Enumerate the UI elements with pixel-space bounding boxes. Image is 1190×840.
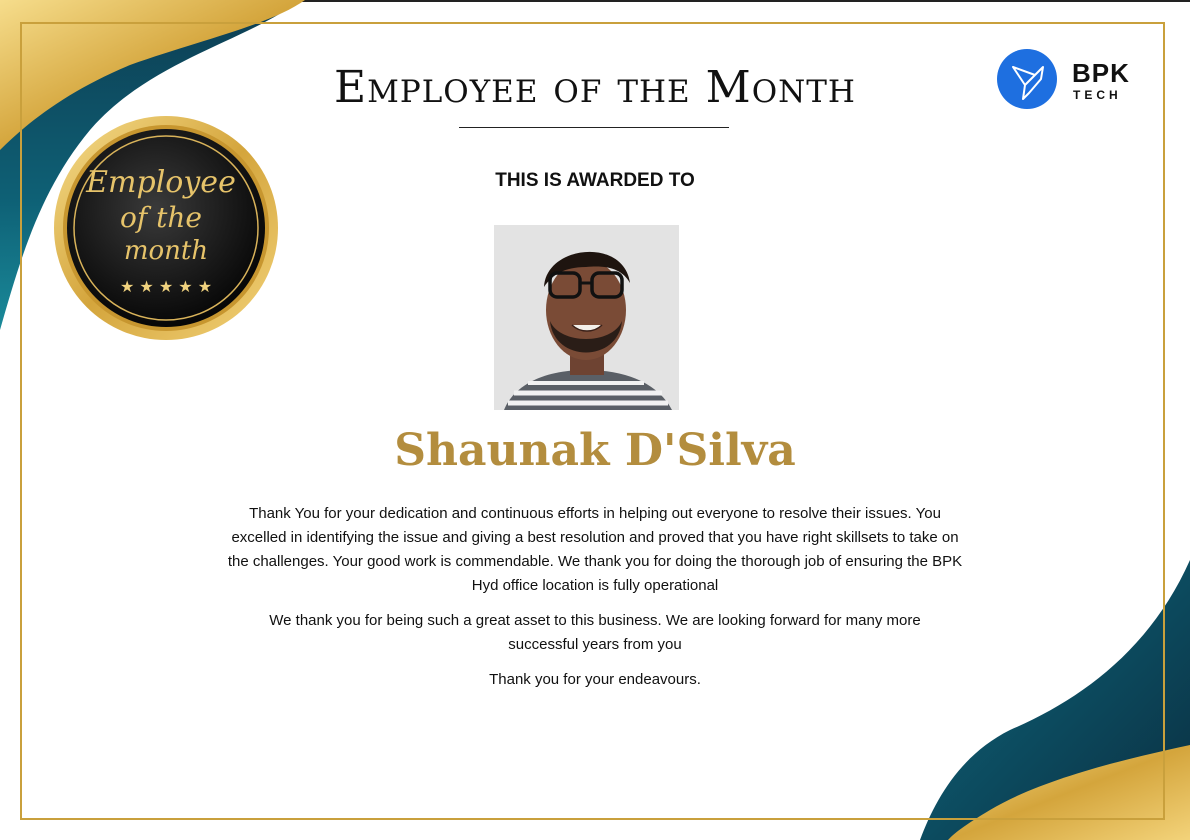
recipient-name: Shaunak D'Silva (394, 425, 796, 476)
logo-brand-text: BPK (1072, 58, 1130, 88)
logo-sub-text: TECH (1073, 88, 1122, 102)
recipient-photo (494, 225, 679, 410)
body-paragraph-1: Thank You for your dedication and continuous efforts in helping out everyone to resolve their issues. You excelled in identifying the issue and giving a best resolution and proved that you have right skillsets to take on the challenges. Your good work is commendable. We thank you for doing the thorough job of ensuring the BPK Hyd office location is fully operational (227, 505, 963, 594)
awarded-label: THIS IS AWARDED TO (495, 170, 695, 191)
title-divider (459, 127, 729, 128)
seal-text-line3: month (123, 236, 209, 266)
body-paragraph-2: We thank you for being such a great asset to this business. We are looking forward for many more successful years from you (269, 612, 921, 653)
seal-text-line2: of the (120, 201, 202, 234)
seal-stars-icon: ★ ★ ★ ★ ★ (119, 277, 213, 296)
seal-text-line1: Employee (86, 165, 236, 200)
certificate-border (20, 22, 1165, 820)
body-paragraph-3: Thank you for your endeavours. (489, 671, 701, 688)
certificate-title: Employee of the Month (334, 62, 856, 113)
